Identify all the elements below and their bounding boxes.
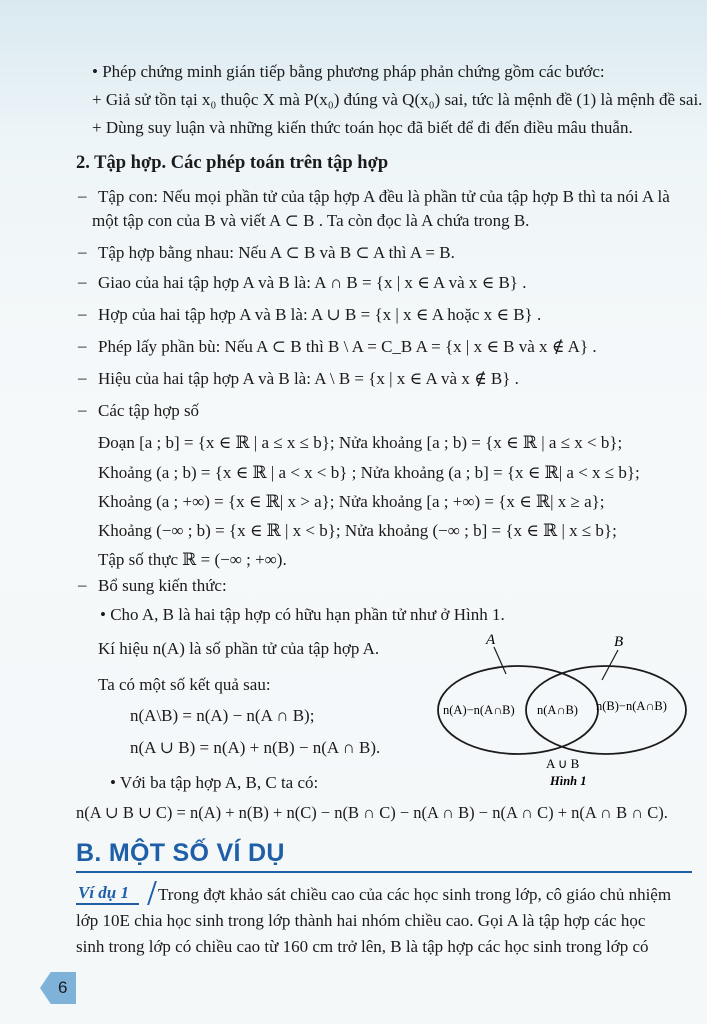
bullet-dash: –: [78, 368, 87, 387]
example-1-text: Trong đợt khảo sát chiều cao của các học sinh trong lớp, cô giáo chủ nhiệm: [158, 885, 672, 904]
union-label: A ∪ B: [546, 756, 580, 771]
formula-union: n(A ∪ B) = n(A) + n(B) − n(A ∩ B).: [130, 738, 381, 757]
section-divider: [76, 871, 692, 873]
results-intro: Ta có một số kết quả sau:: [98, 675, 271, 694]
proof-step-2: + Dùng suy luận và những kiến thức toán học đã biết để đi đến điều mâu thuẫn.: [92, 118, 633, 137]
number-sets-ray-minus: Khoảng (−∞ ; b) = {x ∈ ℝ | x < b}; Nửa khoảng (−∞ ; b] = {x ∈ ℝ | x ≤ b};: [98, 521, 617, 540]
formula-difference: n(A\B) = n(A) − n(A ∩ B);: [130, 706, 315, 725]
region-a-only: n(A)−n(A∩B): [443, 703, 515, 717]
number-sets-segment: Đoạn [a ; b] = {x ∈ ℝ | a ≤ x ≤ b}; Nửa khoảng [a ; b) = {x ∈ ℝ | a ≤ x < b};: [98, 433, 623, 452]
region-b-only: n(B)−n(A∩B): [596, 699, 667, 713]
real-numbers-set: Tập số thực ℝ = (−∞ ; +∞).: [98, 550, 287, 569]
region-intersection: n(A∩B): [537, 703, 578, 717]
example-1-text-cont: lớp 10E chia học sinh trong lớp thành hai nhóm chiều cao. Gọi A là tập hợp các học: [76, 911, 646, 930]
figure-caption: Hình 1: [550, 774, 587, 788]
complement-definition: Phép lấy phần bù: Nếu A ⊂ B thì B \ A = C_B A = {x | x ∈ B và x ∉ A} .: [98, 337, 597, 356]
pointer-a: [494, 647, 506, 674]
example-label-slash: [137, 881, 157, 905]
cardinality-notation: Kí hiệu n(A) là số phần tử của tập hợp A.: [98, 639, 380, 658]
example-1-text-cont2: sinh trong lớp có chiều cao từ 160 cm trở lên, B là tập hợp các học sinh trong lớp có: [76, 937, 649, 956]
pointer-b: [602, 650, 618, 680]
proof-steps-intro: • Phép chứng minh gián tiếp bằng phương pháp phản chứng gồm các bước:: [92, 62, 605, 81]
bullet-dash: –: [78, 400, 87, 419]
example-label: Ví dụ 1: [76, 883, 139, 905]
equal-sets-definition: Tập hợp bằng nhau: Nếu A ⊂ B và B ⊂ A thì A = B.: [98, 243, 455, 262]
section-heading-sets: 2. Tập hợp. Các phép toán trên tập hợp: [76, 153, 389, 173]
formula-three-sets: n(A ∪ B ∪ C) = n(A) + n(B) + n(C) − n(B ∩ C) − n(A ∩ B) − n(A ∩ C) + n(A ∩ B ∩ C).: [76, 803, 668, 822]
proof-step-1: + Giả sử tồn tại x₀ thuộc X mà P(x₀) đúng và Q(x₀) sai, tức là mệnh đề (1) là mệnh đề sai.: [92, 90, 703, 109]
bullet-dash: –: [78, 304, 87, 323]
three-sets-bullet: • Với ba tập hợp A, B, C ta có:: [110, 773, 319, 792]
union-definition: Hợp của hai tập hợp A và B là: A ∪ B = {x | x ∈ A hoặc x ∈ B} .: [98, 305, 542, 324]
bullet-dash: –: [78, 575, 87, 594]
extra-knowledge-title: Bổ sung kiến thức:: [98, 576, 227, 595]
venn-diagram: [436, 628, 692, 792]
number-sets-interval: Khoảng (a ; b) = {x ∈ ℝ | a < x < b} ; Nửa khoảng (a ; b] = {x ∈ ℝ| a < x ≤ b};: [98, 463, 640, 482]
bullet-dash: –: [78, 186, 87, 205]
bullet-dash: –: [78, 336, 87, 355]
set-a-label: A: [486, 632, 496, 648]
intersection-definition: Giao của hai tập hợp A và B là: A ∩ B = {x | x ∈ A và x ∈ B} .: [98, 273, 527, 292]
difference-definition: Hiệu của hai tập hợp A và B là: A \ B = {x | x ∈ A và x ∉ B} .: [98, 369, 519, 388]
page-number: 6: [58, 978, 68, 997]
number-sets-ray-plus: Khoảng (a ; +∞) = {x ∈ ℝ| x > a}; Nửa khoảng [a ; +∞) = {x ∈ ℝ| x ≥ a};: [98, 492, 605, 511]
bullet-dash: –: [78, 272, 87, 291]
finite-sets-bullet: • Cho A, B là hai tập hợp có hữu hạn phần tử như ở Hình 1.: [100, 605, 505, 624]
subset-definition-cont: một tập con của B và viết A ⊂ B . Ta còn đọc là A chứa trong B.: [92, 211, 530, 230]
subset-definition: Tập con: Nếu mọi phần tử của tập hợp A đều là phần tử của tập hợp B thì ta nói A là: [98, 187, 670, 206]
section-heading-examples: B. MỘT SỐ VÍ DỤ: [76, 839, 285, 867]
number-sets-title: Các tập hợp số: [98, 401, 200, 420]
set-b-label: B: [614, 634, 624, 650]
bullet-dash: –: [78, 242, 87, 261]
